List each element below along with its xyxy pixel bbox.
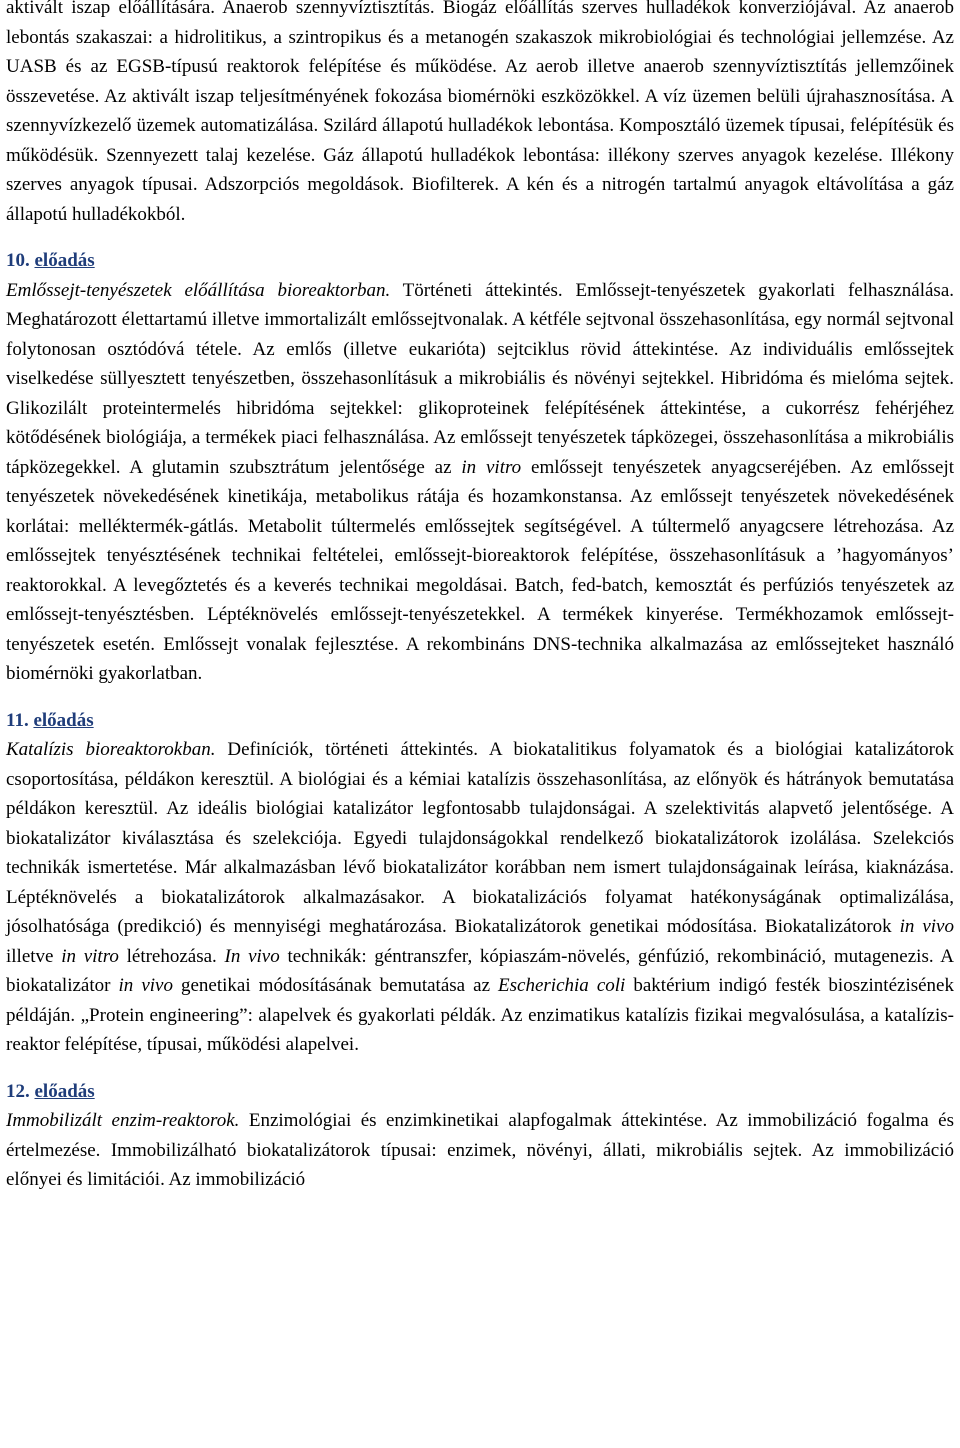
lecture-10-body xyxy=(6,276,954,689)
text-run: Definíciók, történeti áttekintés. A biokatalitikus folyamatok és a biológiai katalizátorok csoportosítása, példákon keresztül. A biológiai és a kémiai katalízis összehasonlítása, az előnyök és hátrányok bemutatása példákon keresztül. Az ideális biológiai katalizátor legfontosabb tulajdonságai. A szelektivitás alapvető jelentősége. A biokatalizátor kiválasztása és szelekciója. Egyedi tulajdonságokkal rendelkező biokatalizátorok izolálása. Szelekciós technikák ismertetése. Már alkalmazásban lévő biokatalizátor korábban nem ismert tulajdonságainak leírása, kiaknázása. Léptéknövelés a biokatalizátorok alkalmazásakor. A biokatalizációs folyamat hatékonyságának optimalizálása, jósolhatósága (predikció) és mennyiségi meghatározása. Biokatalizátorok genetikai módosítása. Biokatalizátorok xyxy=(6,739,954,937)
text-run: emlőssejt tenyészetek anyagcseréjében. Az emlőssejt tenyészetek növekedésének kinetikája, metabolikus rátája és hozamkonstansa. Az emlőssejt tenyészetek növekedésének korlátai: melléktermék-gátlás. Metabolit túltermelés emlőssejtek segítségével. A túltermelő anyagcsere létrehozása. Az emlőssejtek tenyésztésének technikai feltételei, emlőssejt-bioreaktorok felépítése, összehasonlításuk a ’hagyományos’ reaktorokkal. A levegőztetés és a keverés technikai megoldásai. Batch, fed-batch, kemosztát és perfúziós tenyészetek az emlőssejt-tenyésztésben. Léptéknövelés emlőssejt-tenyészetekkel. A termékek kinyerése. Termékhozamok emlőssejt-tenyészetek esetén. Emlőssejt vonalak fejlesztése. A rekombináns DNS-technika alkalmazása az emlőssejteket használó biomérnöki gyakorlatban. xyxy=(6,456,955,684)
italic-text-run: Katalízis bioreaktorokban. xyxy=(6,739,216,760)
text-run: Történeti áttekintés. Emlőssejt-tenyészetek gyakorlati felhasználása. Meghatározott élettartamú illetve immortalizált emlőssejtvonalak. A kétféle sejtvonal összehasonlítása, egy normál sejtvonal folytonosan osztódóvá tétele. Az emlős (illetve eukarióta) sejtciklus rövid áttekintése. Az individuális emlőssejtek viselkedése süllyesztett tenyészetben, összehasonlításuk a mikrobiális és növényi sejtekkel. Hibridóma és mielóma sejtek. Glikozilált proteintermelés hibridóma sejtekkel: glikoproteinek felépítésének áttekintése, a cukorrész fehérjéhez kötődésének biológiája, a termékek piaci felhasználása. Az emlőssejt tenyészetek tápközegei, összehasonlítása a mikrobiális tápközegekkel. A glutamin szubsztrátum jelentősége az xyxy=(6,279,954,478)
italic-text-run: In vivo xyxy=(224,945,280,967)
italic-text-run: in vivo xyxy=(118,975,173,996)
italic-text-run: Immobilizált enzim-reaktorok. xyxy=(6,1110,240,1131)
italic-text-run: Escherichia coli xyxy=(498,975,626,996)
lecture-number: 10. xyxy=(6,250,35,271)
text-run: technikák: géntranszfer, kópiaszám-növelés, génfúzió, rekombináció, mutagenezis. A biokatalizátor xyxy=(6,945,954,996)
lecture-11-heading xyxy=(6,706,954,736)
lecture-11-body xyxy=(6,735,954,1060)
lecture-12-heading xyxy=(6,1077,954,1107)
intro-paragraph xyxy=(6,0,954,229)
text-run: baktérium indigó festék bioszintézisének példáján. „Protein engineering”: alapelvek és gyakorlati példák. Az enzimatikus katalízis fizikai megvalósulása, a katalízis-reaktor felépítése, típusai, működési alapelvei. xyxy=(6,975,954,1055)
italic-text-run: Emlőssejt-tenyészetek előállítása bioreaktorban. xyxy=(6,279,391,301)
italic-text-run: in vitro xyxy=(461,456,522,478)
lecture-label: előadás xyxy=(34,250,95,271)
text-run: illetve xyxy=(6,945,62,967)
lecture-12-body xyxy=(6,1106,954,1195)
text-run: genetikai módosításának bemutatása az xyxy=(172,975,499,996)
lecture-label: előadás xyxy=(34,1080,95,1102)
italic-text-run: in vivo xyxy=(899,916,954,937)
text-run: Enzimológiai és enzimkinetikai alapfogalmak áttekintése. Az immobilizáció fogalma és értelmezése. Immobilizálható biokatalizátorok típusai: enzimek, növényi, állati, mikrobiális sejtek. Az immobilizáció előnyei és limitációi. Az immobilizáció xyxy=(6,1110,955,1190)
lecture-number: 11. xyxy=(6,709,34,731)
lecture-10-heading xyxy=(6,246,954,276)
lecture-number: 12. xyxy=(6,1080,35,1102)
text-run: aktivált iszap előállítására. Anaerob szennyvíztisztítás. Biogáz előállítás szerves hulladékok konverziójával. Az anaerob lebontás szakaszai: a hidrolitikus, a szintropikus és a metanogén szakaszok mikrobiológiai és technológiai jellemzése. Az UASB és az EGSB-típusú reaktorok felépítése és működése. Az aerob illetve anaerob szennyvíztisztítás jellemzőinek összevetése. Az aktivált iszap teljesítményének fokozása biomérnöki eszközökkel. A víz üzemen belüli újrahasznosítása. A szennyvízkezelő üzemek automatizálása. Szilárd állapotú hulladékok lebontása. Komposztáló üzemek típusai, felépítésük és működésük. Szennyezett talaj kezelése. Gáz állapotú hulladékok lebontása: illékony szerves anyagok kezelése. Illékony szerves anyagok típusai. Adszorpciós megoldások. Biofilterek. A kén és a nitrogén tartalmú anyagok eltávolítása a gáz állapotú hulladékokból. xyxy=(6,0,954,225)
text-run: létrehozása. xyxy=(118,945,225,967)
lecture-label: előadás xyxy=(33,709,94,731)
italic-text-run: in vitro xyxy=(61,945,119,967)
